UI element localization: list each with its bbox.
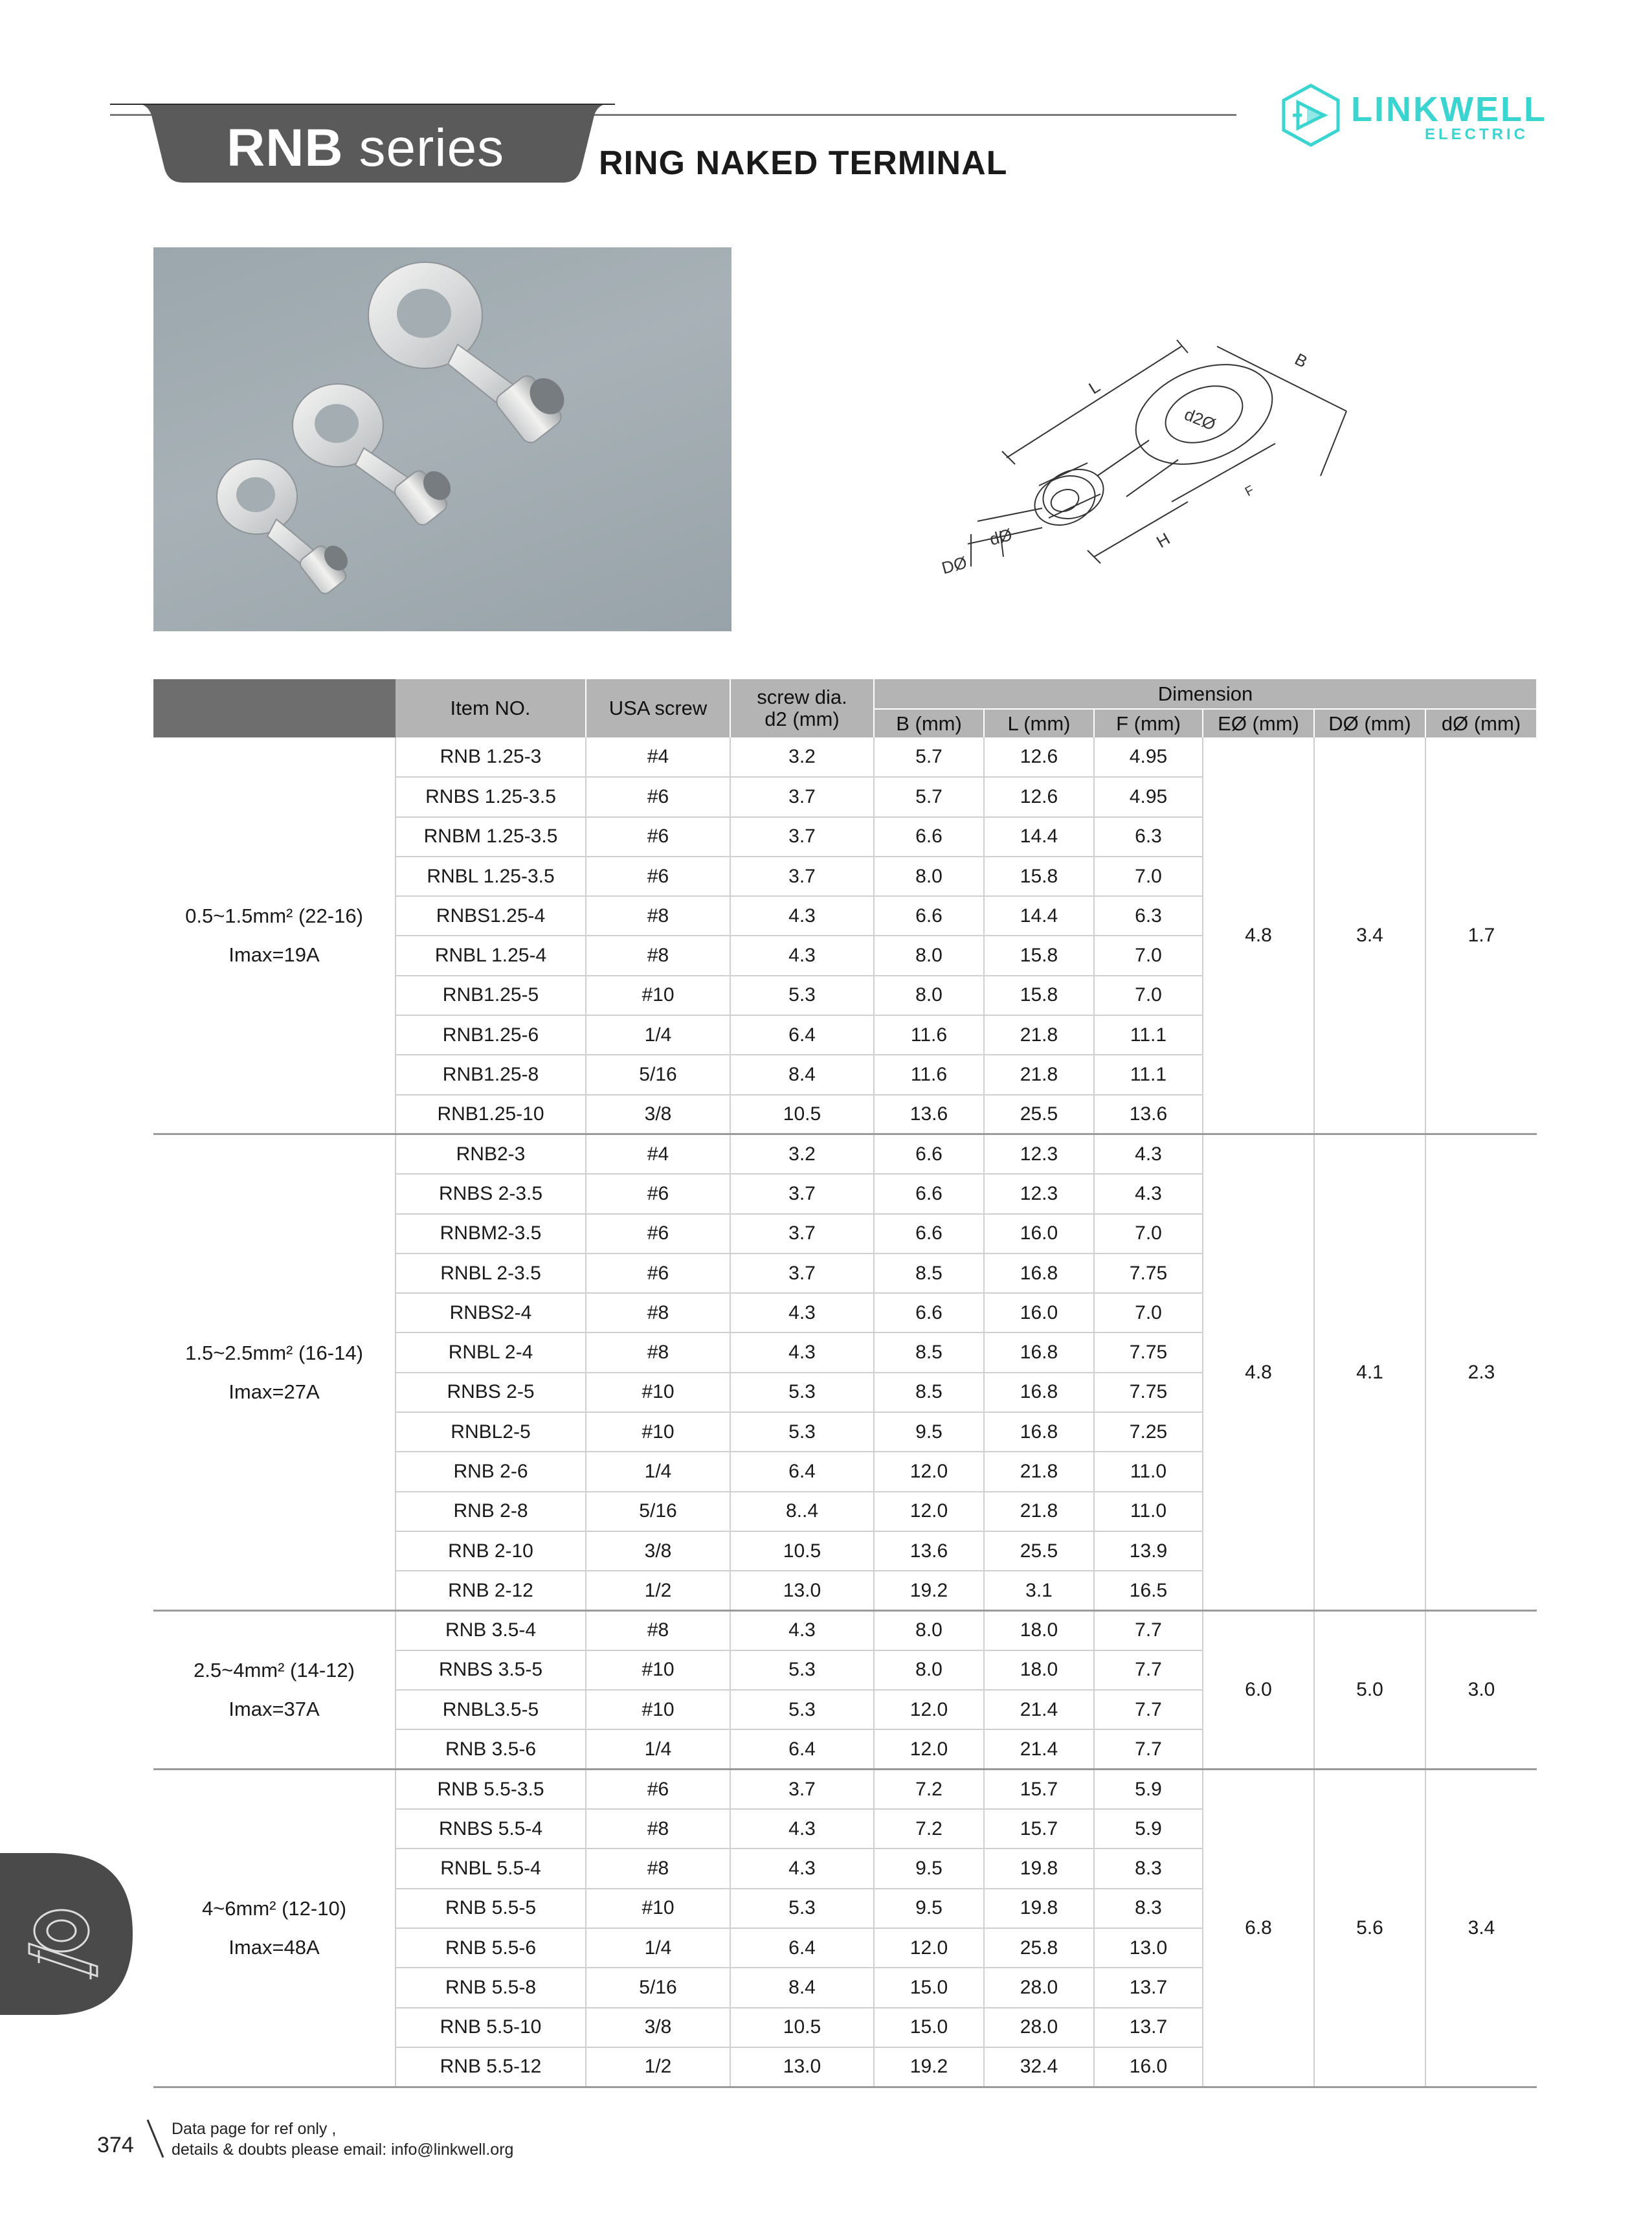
cell-dim-f: 11.0 [1094, 1492, 1203, 1531]
cell-dim-l: 14.4 [984, 817, 1094, 857]
wire-range-cell [153, 1770, 396, 2087]
cell-dim-b: 9.5 [874, 1889, 984, 1928]
table-row [153, 1134, 1537, 1174]
cell-dim-f: 7.25 [1094, 1412, 1203, 1452]
cell-dim-f: 7.0 [1094, 1214, 1203, 1254]
cell-dim-l: 15.7 [984, 1770, 1094, 1809]
cell-dim-b: 12.0 [874, 1452, 984, 1491]
cell-dim-l: 19.8 [984, 1889, 1094, 1928]
cell-dim-d-inner: 2.3 [1425, 1134, 1537, 1611]
cell-dim-b: 13.6 [874, 1095, 984, 1134]
cell-dim-f: 7.0 [1094, 936, 1203, 975]
cell-screw-dia: 5.3 [730, 1650, 874, 1690]
cell-dim-d-outer: 4.1 [1314, 1134, 1425, 1611]
cell-screw-dia: 8..4 [730, 1492, 874, 1531]
cell-screw-dia: 5.3 [730, 1690, 874, 1729]
cell-item-no: RNBM 1.25-3.5 [396, 817, 586, 857]
cell-usa-screw: 1/2 [586, 2047, 730, 2087]
cell-dim-f: 13.0 [1094, 1928, 1203, 1968]
cell-usa-screw: #8 [586, 896, 730, 936]
wire-range-cell [153, 737, 396, 1134]
table-row [153, 1770, 1537, 1809]
cell-item-no: RNB1.25-6 [396, 1015, 586, 1055]
cell-usa-screw: #10 [586, 976, 730, 1015]
cell-screw-dia: 5.3 [730, 1373, 874, 1412]
cell-dim-f: 4.95 [1094, 737, 1203, 777]
cell-screw-dia: 6.4 [730, 1928, 874, 1968]
cell-item-no: RNBS 2-5 [396, 1373, 586, 1412]
cell-item-no: RNBS 2-3.5 [396, 1174, 586, 1213]
cell-dim-l: 16.0 [984, 1293, 1094, 1332]
cell-usa-screw: #4 [586, 1134, 730, 1174]
cell-dim-b: 6.6 [874, 1134, 984, 1174]
series-code: RNB [227, 118, 344, 177]
cell-item-no: RNB 1.25-3 [396, 737, 586, 777]
cell-dim-b: 11.6 [874, 1055, 984, 1094]
header-screw-dia-line2: d2 (mm) [765, 708, 840, 730]
cell-usa-screw: 3/8 [586, 1531, 730, 1571]
cell-item-no: RNB2-3 [396, 1134, 586, 1174]
cell-screw-dia: 4.3 [730, 1293, 874, 1332]
cell-dim-f: 4.95 [1094, 777, 1203, 816]
ring-terminal-photo [153, 247, 731, 631]
dimension-drawing [932, 320, 1372, 592]
linkwell-logo-icon [1278, 83, 1343, 148]
cell-usa-screw: #6 [586, 777, 730, 816]
cell-usa-screw: #4 [586, 737, 730, 777]
cell-usa-screw: #8 [586, 1611, 730, 1650]
cell-dim-b: 8.5 [874, 1332, 984, 1372]
header-screw-dia [730, 679, 874, 737]
cell-dim-e: 6.8 [1203, 1770, 1314, 2087]
cell-usa-screw: 5/16 [586, 1055, 730, 1094]
wire-range: 0.5~1.5mm² (22-16) [185, 904, 363, 927]
cell-dim-b: 6.6 [874, 1293, 984, 1332]
cell-item-no: RNB 5.5-12 [396, 2047, 586, 2087]
cell-dim-l: 25.5 [984, 1095, 1094, 1134]
cell-dim-l: 21.8 [984, 1055, 1094, 1094]
label-F: F [1242, 483, 1257, 500]
cell-dim-l: 12.6 [984, 737, 1094, 777]
imax: Imax=37A [229, 1698, 320, 1721]
cell-dim-f: 7.7 [1094, 1729, 1203, 1769]
cell-dim-l: 25.5 [984, 1531, 1094, 1571]
cell-dim-d-outer: 3.4 [1314, 737, 1425, 1134]
cell-dim-b: 12.0 [874, 1690, 984, 1729]
header-blank [153, 679, 396, 737]
cell-screw-dia: 10.5 [730, 2008, 874, 2047]
cell-dim-b: 7.2 [874, 1770, 984, 1809]
cell-dim-l: 28.0 [984, 1968, 1094, 2007]
cell-dim-b: 19.2 [874, 1571, 984, 1610]
cell-item-no: RNB 5.5-3.5 [396, 1770, 586, 1809]
cell-usa-screw: #10 [586, 1690, 730, 1729]
cell-dim-l: 15.8 [984, 936, 1094, 975]
header-f: F (mm) [1094, 709, 1203, 737]
cell-dim-l: 28.0 [984, 2008, 1094, 2047]
wire-range: 1.5~2.5mm² (16-14) [185, 1341, 363, 1364]
cell-dim-l: 21.4 [984, 1729, 1094, 1769]
cell-screw-dia: 6.4 [730, 1015, 874, 1055]
wire-range: 4~6mm² (12-10) [201, 1896, 347, 1920]
header-dimension: Dimension [874, 679, 1537, 709]
cell-item-no: RNB1.25-5 [396, 976, 586, 1015]
cell-dim-f: 11.1 [1094, 1055, 1203, 1094]
cell-dim-b: 8.0 [874, 1611, 984, 1650]
cell-dim-b: 8.0 [874, 857, 984, 896]
cell-dim-d-inner: 3.0 [1425, 1611, 1537, 1770]
label-L: L [1085, 376, 1104, 398]
cell-usa-screw: #6 [586, 1254, 730, 1293]
cell-dim-l: 16.8 [984, 1332, 1094, 1372]
cell-usa-screw: 3/8 [586, 1095, 730, 1134]
imax: Imax=19A [229, 943, 320, 966]
cell-item-no: RNB1.25-8 [396, 1055, 586, 1094]
cell-dim-b: 8.5 [874, 1373, 984, 1412]
label-D: DØ [939, 552, 969, 578]
cell-screw-dia: 5.3 [730, 1412, 874, 1452]
cell-screw-dia: 3.7 [730, 1214, 874, 1254]
cell-dim-f: 7.75 [1094, 1373, 1203, 1412]
product-photo [153, 247, 731, 631]
table-header-row [153, 679, 1537, 709]
cell-item-no: RNBL3.5-5 [396, 1690, 586, 1729]
cell-dim-b: 12.0 [874, 1928, 984, 1968]
wire-range-cell [153, 1611, 396, 1770]
cell-dim-f: 7.0 [1094, 1293, 1203, 1332]
cell-item-no: RNBL 1.25-4 [396, 936, 586, 975]
cell-item-no: RNBS2-4 [396, 1293, 586, 1332]
cell-dim-l: 12.3 [984, 1174, 1094, 1213]
medium-terminal [293, 384, 456, 528]
cell-dim-f: 16.0 [1094, 2047, 1203, 2087]
logo-name: LINKWELL [1351, 90, 1547, 129]
cell-screw-dia: 3.2 [730, 737, 874, 777]
cell-item-no: RNBS 3.5-5 [396, 1650, 586, 1690]
cell-screw-dia: 13.0 [730, 2047, 874, 2087]
cell-usa-screw: #10 [586, 1412, 730, 1452]
cell-dim-f: 11.1 [1094, 1015, 1203, 1055]
label-d: dØ [987, 524, 1014, 550]
cell-dim-d-inner: 1.7 [1425, 737, 1537, 1134]
cell-usa-screw: 1/4 [586, 1729, 730, 1769]
header-l: L (mm) [984, 709, 1094, 737]
cell-dim-d-outer: 5.6 [1314, 1770, 1425, 2087]
cell-dim-b: 9.5 [874, 1849, 984, 1888]
cell-dim-b: 15.0 [874, 1968, 984, 2007]
page-title [227, 118, 504, 179]
spec-table-body [153, 737, 1537, 2087]
cell-dim-l: 15.7 [984, 1809, 1094, 1849]
cell-dim-b: 8.5 [874, 1254, 984, 1293]
page-subtitle: RING NAKED TERMINAL [599, 144, 1008, 182]
large-terminal [368, 262, 571, 446]
ring-terminal-drawing [932, 320, 1372, 592]
cell-screw-dia: 3.7 [730, 1254, 874, 1293]
cell-dim-f: 13.7 [1094, 2008, 1203, 2047]
cell-dim-l: 12.3 [984, 1134, 1094, 1174]
cell-screw-dia: 3.7 [730, 1174, 874, 1213]
footer-note [172, 2119, 513, 2160]
series-word: series [343, 118, 505, 177]
cell-item-no: RNB 2-8 [396, 1492, 586, 1531]
cell-item-no: RNBL 5.5-4 [396, 1849, 586, 1888]
cell-dim-d-inner: 3.4 [1425, 1770, 1537, 2087]
cell-dim-b: 6.6 [874, 896, 984, 936]
cell-item-no: RNBL 2-3.5 [396, 1254, 586, 1293]
header-d-outer: DØ (mm) [1314, 709, 1425, 737]
cell-dim-l: 32.4 [984, 2047, 1094, 2087]
cell-dim-b: 7.2 [874, 1809, 984, 1849]
footer-note-line1: Data page for ref only , [172, 2120, 337, 2138]
cell-dim-f: 11.0 [1094, 1452, 1203, 1491]
label-d2: d2Ø [1181, 404, 1219, 434]
cell-usa-screw: #6 [586, 857, 730, 896]
cell-usa-screw: 5/16 [586, 1492, 730, 1531]
cell-item-no: RNB 5.5-6 [396, 1928, 586, 1968]
cell-dim-e: 4.8 [1203, 1134, 1314, 1611]
cell-usa-screw: 3/8 [586, 2008, 730, 2047]
cell-dim-f: 8.3 [1094, 1889, 1203, 1928]
cell-screw-dia: 6.4 [730, 1729, 874, 1769]
cell-dim-e: 6.0 [1203, 1611, 1314, 1770]
cell-screw-dia: 8.4 [730, 1968, 874, 2007]
cell-screw-dia: 4.3 [730, 1849, 874, 1888]
cell-usa-screw: #8 [586, 936, 730, 975]
header-screw-dia-line1: screw dia. [757, 686, 847, 708]
cell-dim-f: 7.75 [1094, 1254, 1203, 1293]
cell-screw-dia: 13.0 [730, 1571, 874, 1610]
footer-divider [144, 2117, 170, 2163]
cell-usa-screw: #8 [586, 1849, 730, 1888]
cell-item-no: RNB 5.5-5 [396, 1889, 586, 1928]
cell-dim-f: 7.0 [1094, 857, 1203, 896]
cell-item-no: RNB 3.5-6 [396, 1729, 586, 1769]
imax: Imax=48A [229, 1935, 320, 1959]
cell-dim-b: 12.0 [874, 1729, 984, 1769]
cell-screw-dia: 6.4 [730, 1452, 874, 1491]
cell-dim-l: 21.8 [984, 1015, 1094, 1055]
cell-dim-f: 7.7 [1094, 1690, 1203, 1729]
cell-item-no: RNBS 5.5-4 [396, 1809, 586, 1849]
cell-item-no: RNBL 2-4 [396, 1332, 586, 1372]
cell-dim-l: 18.0 [984, 1650, 1094, 1690]
cell-item-no: RNBL 1.25-3.5 [396, 857, 586, 896]
cell-usa-screw: 1/4 [586, 1452, 730, 1491]
spec-table [153, 679, 1537, 2088]
cell-dim-l: 12.6 [984, 777, 1094, 816]
cell-dim-b: 6.6 [874, 817, 984, 857]
cell-dim-b: 6.6 [874, 1174, 984, 1213]
cell-item-no: RNB 5.5-10 [396, 2008, 586, 2047]
cell-usa-screw: 5/16 [586, 1968, 730, 2007]
cell-usa-screw: #6 [586, 817, 730, 857]
header-usa-screw: USA screw [586, 679, 730, 737]
cell-usa-screw: #8 [586, 1293, 730, 1332]
cell-item-no: RNBS 1.25-3.5 [396, 777, 586, 816]
cell-dim-l: 3.1 [984, 1571, 1094, 1610]
header-e: EØ (mm) [1203, 709, 1314, 737]
cell-usa-screw: #6 [586, 1214, 730, 1254]
header-item-no: Item NO. [396, 679, 586, 737]
cell-screw-dia: 8.4 [730, 1055, 874, 1094]
cell-screw-dia: 4.3 [730, 1611, 874, 1650]
cell-screw-dia: 3.7 [730, 777, 874, 816]
wire-range-cell [153, 1134, 396, 1611]
cell-dim-f: 16.5 [1094, 1571, 1203, 1610]
cell-item-no: RNB 2-10 [396, 1531, 586, 1571]
cell-usa-screw: #10 [586, 1650, 730, 1690]
cell-dim-f: 5.9 [1094, 1809, 1203, 1849]
cell-screw-dia: 4.3 [730, 896, 874, 936]
cell-dim-b: 13.6 [874, 1531, 984, 1571]
cell-usa-screw: 1/4 [586, 1015, 730, 1055]
page-number: 374 [97, 2133, 134, 2157]
logo-subtitle: ELECTRIC [1425, 126, 1528, 143]
cell-screw-dia: 3.7 [730, 817, 874, 857]
cell-item-no: RNB 2-12 [396, 1571, 586, 1610]
cell-dim-d-outer: 5.0 [1314, 1611, 1425, 1770]
cell-screw-dia: 4.3 [730, 1332, 874, 1372]
brand-logo [1278, 83, 1550, 154]
cell-dim-f: 7.7 [1094, 1611, 1203, 1650]
cell-screw-dia: 3.7 [730, 857, 874, 896]
cell-dim-e: 4.8 [1203, 737, 1314, 1134]
table-row [153, 1611, 1537, 1650]
cell-usa-screw: #8 [586, 1809, 730, 1849]
cell-screw-dia: 5.3 [730, 1889, 874, 1928]
cell-dim-f: 13.6 [1094, 1095, 1203, 1134]
cell-screw-dia: 5.3 [730, 976, 874, 1015]
cell-dim-f: 4.3 [1094, 1174, 1203, 1213]
cell-usa-screw: #6 [586, 1174, 730, 1213]
cell-dim-b: 11.6 [874, 1015, 984, 1055]
cell-usa-screw: 1/4 [586, 1928, 730, 1968]
cell-item-no: RNB 2-6 [396, 1452, 586, 1491]
cell-dim-f: 6.3 [1094, 896, 1203, 936]
cell-dim-l: 21.8 [984, 1452, 1094, 1491]
cell-dim-f: 7.75 [1094, 1332, 1203, 1372]
cell-dim-b: 5.7 [874, 777, 984, 816]
cell-item-no: RNB 5.5-8 [396, 1968, 586, 2007]
label-H: H [1153, 528, 1174, 552]
side-tab-shape [0, 1853, 133, 2015]
cell-screw-dia: 4.3 [730, 1809, 874, 1849]
cell-dim-b: 12.0 [874, 1492, 984, 1531]
cell-dim-f: 7.7 [1094, 1650, 1203, 1690]
imax: Imax=27A [229, 1380, 320, 1403]
cell-screw-dia: 10.5 [730, 1095, 874, 1134]
cell-screw-dia: 4.3 [730, 936, 874, 975]
wire-range: 2.5~4mm² (14-12) [194, 1659, 355, 1682]
cell-dim-l: 16.8 [984, 1412, 1094, 1452]
cell-dim-l: 21.4 [984, 1690, 1094, 1729]
cell-screw-dia: 3.7 [730, 1770, 874, 1809]
cell-screw-dia: 3.2 [730, 1134, 874, 1174]
cell-dim-l: 14.4 [984, 896, 1094, 936]
cell-dim-b: 8.0 [874, 936, 984, 975]
cell-dim-f: 8.3 [1094, 1849, 1203, 1888]
cell-usa-screw: #10 [586, 1373, 730, 1412]
footer-note-line2: details & doubts please email: info@linkwell.org [172, 2141, 514, 2159]
cell-dim-l: 16.8 [984, 1254, 1094, 1293]
cell-dim-b: 6.6 [874, 1214, 984, 1254]
cell-dim-b: 5.7 [874, 737, 984, 777]
cell-dim-f: 13.9 [1094, 1531, 1203, 1571]
cell-dim-f: 7.0 [1094, 976, 1203, 1015]
cell-item-no: RNBM2-3.5 [396, 1214, 586, 1254]
cell-usa-screw: 1/2 [586, 1571, 730, 1610]
label-B: B [1291, 349, 1311, 372]
cell-dim-b: 9.5 [874, 1412, 984, 1452]
cell-dim-l: 15.8 [984, 976, 1094, 1015]
cell-dim-f: 13.7 [1094, 1968, 1203, 2007]
cell-dim-l: 16.8 [984, 1373, 1094, 1412]
cell-dim-l: 25.8 [984, 1928, 1094, 1968]
cell-dim-l: 16.0 [984, 1214, 1094, 1254]
header-b: B (mm) [874, 709, 984, 737]
category-side-tab [0, 1853, 133, 2015]
cell-dim-l: 21.8 [984, 1492, 1094, 1531]
cell-dim-b: 19.2 [874, 2047, 984, 2087]
cell-usa-screw: #6 [586, 1770, 730, 1809]
cell-dim-f: 6.3 [1094, 817, 1203, 857]
cell-item-no: RNBL2-5 [396, 1412, 586, 1452]
cell-usa-screw: #10 [586, 1889, 730, 1928]
cell-dim-f: 4.3 [1094, 1134, 1203, 1174]
table-row [153, 737, 1537, 777]
small-terminal [217, 459, 353, 596]
cell-screw-dia: 10.5 [730, 1531, 874, 1571]
cell-dim-b: 8.0 [874, 976, 984, 1015]
cell-dim-l: 19.8 [984, 1849, 1094, 1888]
header-d-inner: dØ (mm) [1425, 709, 1537, 737]
cell-item-no: RNB 3.5-4 [396, 1611, 586, 1650]
cell-usa-screw: #8 [586, 1332, 730, 1372]
cell-item-no: RNB1.25-10 [396, 1095, 586, 1134]
cell-dim-l: 18.0 [984, 1611, 1094, 1650]
cell-dim-l: 15.8 [984, 857, 1094, 896]
cell-dim-b: 15.0 [874, 2008, 984, 2047]
cell-item-no: RNBS1.25-4 [396, 896, 586, 936]
cell-dim-f: 5.9 [1094, 1770, 1203, 1809]
cell-dim-b: 8.0 [874, 1650, 984, 1690]
